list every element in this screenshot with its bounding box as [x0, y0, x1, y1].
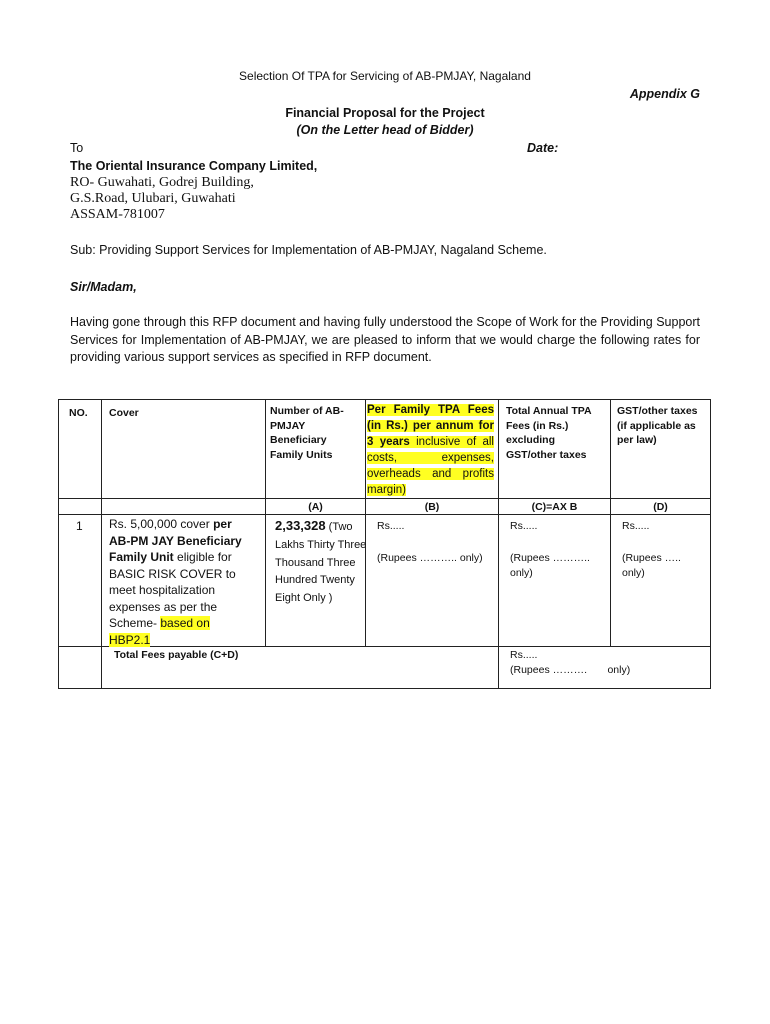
table-border [101, 399, 102, 689]
gst-amount: Rs..... [622, 520, 650, 532]
table-border [58, 498, 711, 499]
body-paragraph: Having gone through this RFP document and having fully understood the Scope of Work for the Providing Support Services for Implementation of AB-PMJAY, we are pleased to inform that we would charge the following rates for providing various support services as specified in RFP document. [70, 315, 700, 364]
appendix-label: Appendix G [629, 87, 700, 101]
header-fees-tail: margin) [367, 484, 406, 496]
address-line: RO- Guwahati, Godrej Building, [70, 175, 254, 190]
column-code-b: (B) [424, 501, 440, 513]
units-cell [275, 517, 367, 608]
row-number: 1 [76, 519, 83, 533]
column-code-a: (A) [308, 501, 323, 513]
date-label: Date: [527, 141, 559, 155]
gst-words: (Rupees ….. only) [622, 552, 681, 579]
to-label: To [70, 141, 84, 155]
table-border [58, 688, 711, 689]
table-border [498, 399, 499, 689]
cover-prefix: Rs. 5,00,000 cover [109, 517, 214, 531]
table-border [610, 399, 611, 647]
address-line: ASSAM-781007 [70, 207, 165, 222]
company-name: The Oriental Insurance Company Limited, [70, 159, 318, 173]
column-code-d: (D) [653, 501, 668, 513]
fee-words: (Rupees ……….. only) [377, 552, 483, 564]
column-code-c: (C)=AX B [531, 501, 578, 513]
proposal-title: Financial Proposal for the Project [285, 106, 485, 120]
address-line: G.S.Road, Ulubari, Guwahati [70, 191, 236, 206]
salutation: Sir/Madam, [70, 280, 137, 294]
table-border [265, 399, 266, 647]
fee-amount: Rs..... [377, 520, 405, 532]
table-border [710, 399, 711, 689]
header-fees-highlight: Per Family TPA Fees (in Rs.) per annum for 3 years [367, 404, 494, 448]
subject-line: Sub: Providing Support Services for Implementation of AB-PMJAY, Nagaland Scheme. [70, 243, 547, 257]
header-cover: Cover [109, 407, 139, 419]
document-header-title: Selection Of TPA for Servicing of AB-PMJAY, Nagaland [239, 69, 531, 83]
total-fees-words: (Rupees ………. only) [510, 664, 631, 676]
total-amount: Rs..... [510, 520, 538, 532]
table-border [58, 399, 711, 400]
total-fees-amount: Rs..... [510, 649, 538, 661]
header-no: NO. [69, 407, 88, 419]
total-fees-label: Total Fees payable (C+D) [114, 649, 239, 661]
header-gst: GST/other taxes (if applicable as per law) [617, 405, 698, 446]
cover-bold: per AB-PM JAY Beneficiary Family Unit [109, 517, 242, 564]
table-border [58, 399, 59, 689]
units-words: (Two Lakhs Thirty Three Thousand Three Hundred Twenty Eight Only ) [275, 521, 367, 605]
header-total: Total Annual TPA Fees (in Rs.) excluding GST/other taxes [506, 405, 592, 461]
cover-description [109, 516, 251, 648]
units-number: 2,33,328 [275, 518, 326, 533]
cover-highlight: based on HBP2.1 [109, 616, 210, 647]
header-units: Number of AB-PMJAY Beneficiary Family Units [270, 405, 344, 461]
header-fees [367, 402, 494, 498]
proposal-subtitle: (On the Letter head of Bidder) [296, 123, 474, 137]
total-words: (Rupees ……….. only) [510, 552, 590, 579]
cover-rest: eligible for BASIC RISK COVER to meet hospitalization expenses as per the Scheme- [109, 550, 236, 630]
header-fees-rest: inclusive of all costs, expenses, overheads and profits [367, 436, 494, 480]
